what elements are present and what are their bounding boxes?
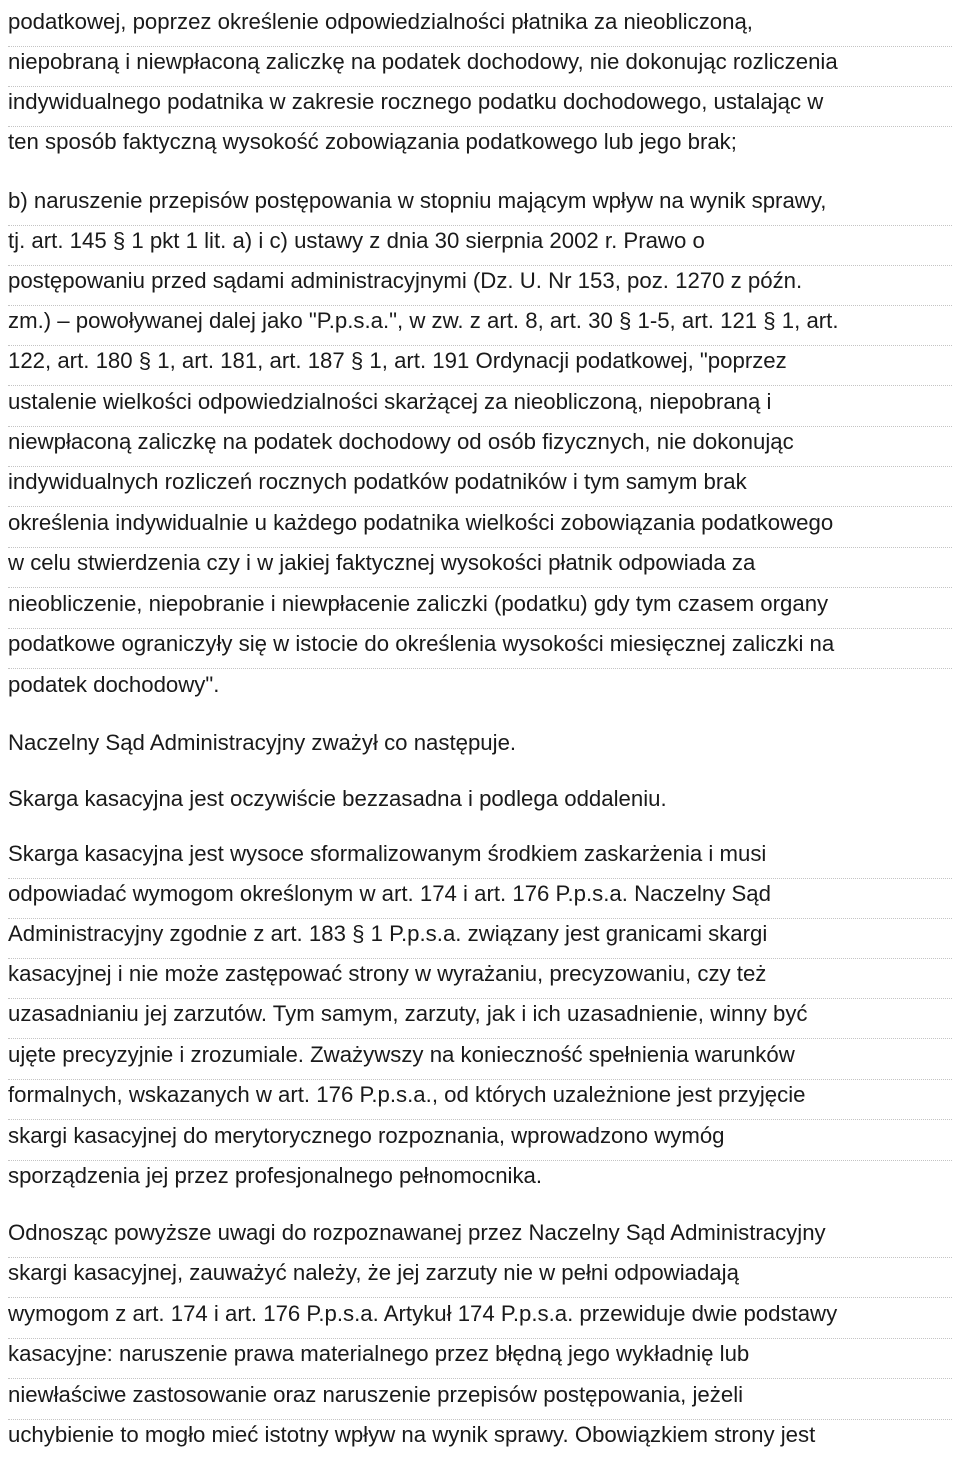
line-separator	[8, 1297, 952, 1298]
text-line: odpowiadać wymogom określonym w art. 174 i art. 176 P.p.s.a. Naczelny Sąd	[8, 881, 771, 906]
text-line: tj. art. 145 § 1 pkt 1 lit. a) i c) ustawy z dnia 30 sierpnia 2002 r. Prawo o	[8, 228, 705, 253]
line-separator	[8, 1338, 952, 1339]
line-separator	[8, 225, 952, 226]
text-line: indywidualnego podatnika w zakresie rocznego podatku dochodowego, ustalając w	[8, 89, 824, 114]
text-line: ten sposób faktyczną wysokość zobowiązania podatkowego lub jego brak;	[8, 129, 737, 154]
text-line: uzasadnianiu jej zarzutów. Tym samym, zarzuty, jak i ich uzasadnienie, winny być	[8, 1001, 808, 1026]
line-separator	[8, 1119, 952, 1120]
text-line: podatkowej, poprzez określenie odpowiedzialności płatnika za nieobliczoną,	[8, 9, 753, 34]
line-separator	[8, 918, 952, 919]
text-line: w celu stwierdzenia czy i w jakiej faktycznej wysokości płatnik odpowiada za	[8, 550, 756, 575]
line-separator	[8, 1419, 952, 1420]
text-line: Naczelny Sąd Administracyjny zważył co następuje.	[8, 730, 517, 755]
text-line: Skarga kasacyjna jest oczywiście bezzasadna i podlega oddaleniu.	[8, 786, 667, 811]
text-line: sporządzenia jej przez profesjonalnego pełnomocnika.	[8, 1163, 543, 1188]
line-separator	[8, 426, 952, 427]
text-line: podatek dochodowy".	[8, 672, 220, 697]
line-separator	[8, 958, 952, 959]
text-line: niewłaściwe zastosowanie oraz naruszenie przepisów postępowania, jeżeli	[8, 1382, 744, 1407]
line-separator	[8, 628, 952, 629]
text-line: wymogom z art. 174 i art. 176 P.p.s.a. Artykuł 174 P.p.s.a. przewiduje dwie podstawy	[8, 1301, 838, 1326]
line-separator	[8, 506, 952, 507]
line-separator	[8, 46, 952, 47]
text-line: indywidualnych rozliczeń rocznych podatków podatników i tym samym brak	[8, 469, 747, 494]
text-line: formalnych, wskazanych w art. 176 P.p.s.a., od których uzależnione jest przyjęcie	[8, 1082, 806, 1107]
text-line: Skarga kasacyjna jest wysoce sformalizowanym środkiem zaskarżenia i musi	[8, 841, 767, 866]
text-line: skargi kasacyjnej, zauważyć należy, że jej zarzuty nie w pełni odpowiadają	[8, 1260, 739, 1285]
line-separator	[8, 547, 952, 548]
text-line: Administracyjny zgodnie z art. 183 § 1 P.p.s.a. związany jest granicami skargi	[8, 921, 768, 946]
text-line: podatkowe ograniczyły się w istocie do określenia wysokości miesięcznej zaliczki na	[8, 631, 835, 656]
line-separator	[8, 1038, 952, 1039]
line-separator	[8, 345, 952, 346]
text-line: określenia indywidualnie u każdego podatnika wielkości zobowiązania podatkowego	[8, 510, 834, 535]
line-separator	[8, 86, 952, 87]
line-separator	[8, 1378, 952, 1379]
line-separator	[8, 305, 952, 306]
text-line: b) naruszenie przepisów postępowania w stopniu mającym wpływ na wynik sprawy,	[8, 188, 827, 213]
text-line: zm.) – powoływanej dalej jako "P.p.s.a.", w zw. z art. 8, art. 30 § 1-5, art. 121 § 1, art.	[8, 308, 839, 333]
text-line: uchybienie to mogło mieć istotny wpływ na wynik sprawy. Obowiązkiem strony jest	[8, 1422, 816, 1447]
line-separator	[8, 466, 952, 467]
line-separator	[8, 668, 952, 669]
text-line: ustalenie wielkości odpowiedzialności skarżącej za nieobliczoną, niepobraną i	[8, 389, 772, 414]
text-line: skargi kasacyjnej do merytorycznego rozpoznania, wprowadzono wymóg	[8, 1123, 725, 1148]
text-line: niepobraną i niewpłaconą zaliczkę na podatek dochodowy, nie dokonując rozliczenia	[8, 49, 838, 74]
line-separator	[8, 878, 952, 879]
line-separator	[8, 126, 952, 127]
text-line: 122, art. 180 § 1, art. 181, art. 187 § 1, art. 191 Ordynacji podatkowej, "poprzez	[8, 348, 787, 373]
text-line: postępowaniu przed sądami administracyjnymi (Dz. U. Nr 153, poz. 1270 z późn.	[8, 268, 803, 293]
line-separator	[8, 1079, 952, 1080]
line-separator	[8, 265, 952, 266]
line-separator	[8, 587, 952, 588]
text-line: ujęte precyzyjnie i zrozumiale. Zważywszy na konieczność spełnienia warunków	[8, 1042, 795, 1067]
line-separator	[8, 1160, 952, 1161]
line-separator	[8, 385, 952, 386]
text-line: kasacyjnej i nie może zastępować strony w wyrażaniu, precyzowaniu, czy też	[8, 961, 767, 986]
line-separator	[8, 998, 952, 999]
text-line: Odnosząc powyższe uwagi do rozpoznawanej przez Naczelny Sąd Administracyjny	[8, 1220, 826, 1245]
text-line: niewpłaconą zaliczkę na podatek dochodowy od osób fizycznych, nie dokonując	[8, 429, 794, 454]
text-line: kasacyjne: naruszenie prawa materialnego przez błędną jego wykładnię lub	[8, 1341, 750, 1366]
text-line: nieobliczenie, niepobranie i niewpłacenie zaliczki (podatku) gdy tym czasem organy	[8, 591, 829, 616]
line-separator	[8, 1257, 952, 1258]
